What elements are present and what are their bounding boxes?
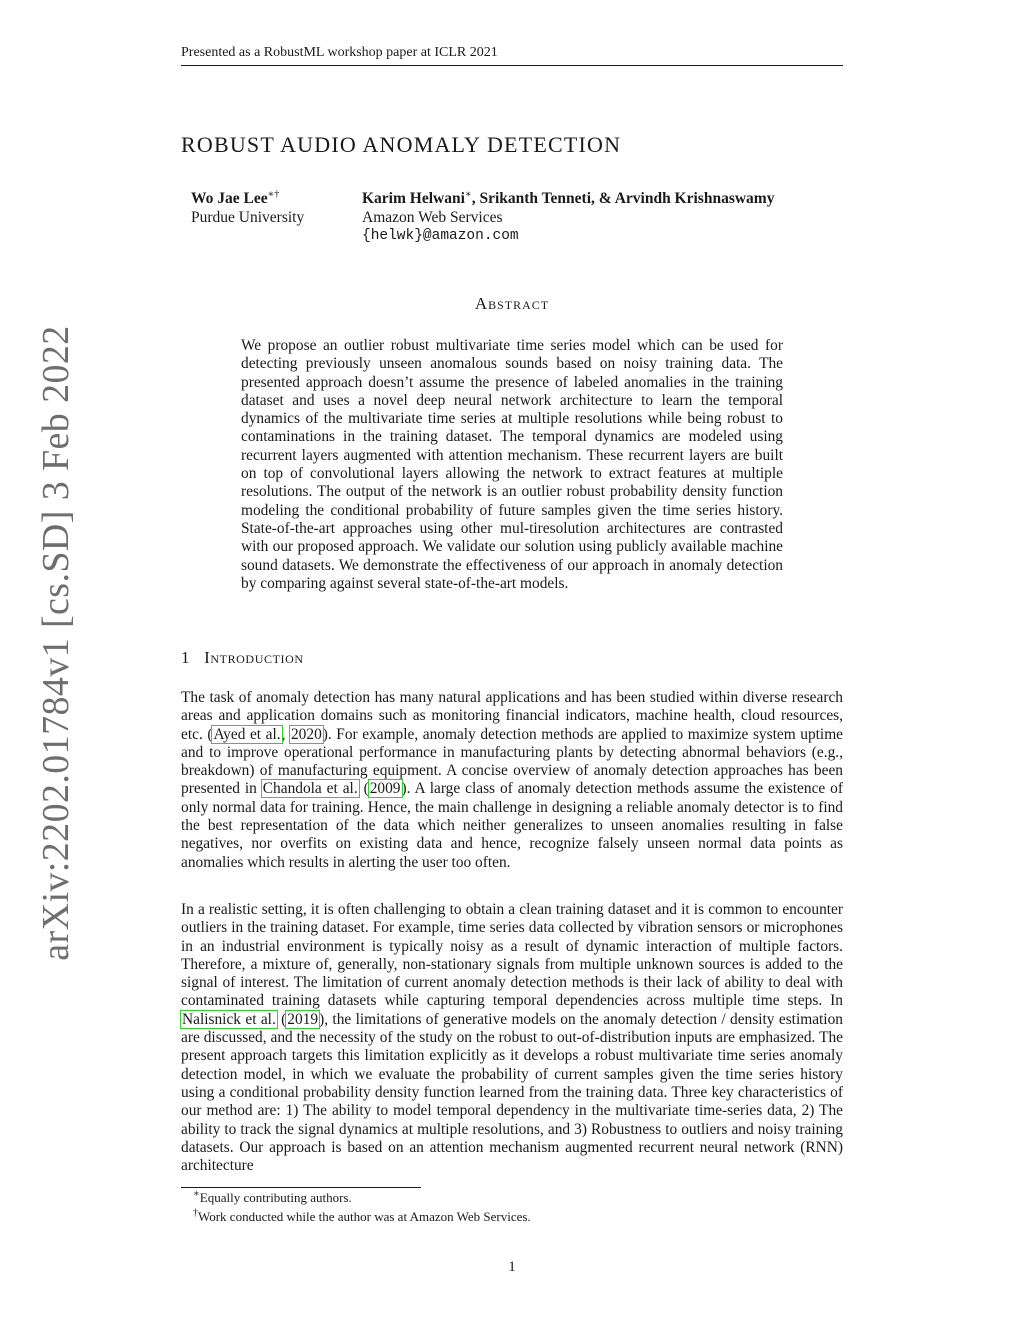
abstract-heading: Abstract: [474, 294, 550, 313]
footnote-mark: ∗: [193, 1188, 200, 1200]
footnote-text: Equally contributing authors.: [199, 1190, 352, 1205]
author-affiliation: Purdue University: [191, 209, 305, 226]
citation-separator: (: [358, 780, 369, 798]
abstract-text: We propose an outlier robust multivariate time series model which can be used for detecting previously unseen anomalous sounds based on noisy training data. The presented approach doesn’t assume the presence of labeled anomalies in the training dataset and uses a novel deep neural network architecture to learn the temporal dynamics of the multivariate time series at multiple resolutions while being robust to contaminations in the training dataset. The temporal dynamics are modeled using recurrent layers augmented with attention mechanism. These recurrent layers are built on top of convolutional layers allowing the network to extract features at multiple resolutions. The output of the network is an outlier robust probability density function modeling the conditional probability of future samples given the time series history. State-of-the-art approaches using other mul-tiresolution architectures are contrasted with our proposed approach. We validate our solution using publicly available machine sound datasets. We demonstrate the effectiveness of our approach in anomaly detection by comparing against several state-of-the-art models.: [241, 337, 783, 592]
author-name: Wo Jae Lee: [191, 190, 268, 207]
citation-link[interactable]: Ayed et al.: [213, 725, 281, 743]
paper-title: ROBUST AUDIO ANOMALY DETECTION: [181, 132, 622, 157]
citation-year-link[interactable]: 2009: [369, 780, 401, 798]
footnote-1: [193, 1190, 352, 1206]
citation-year-link[interactable]: 2020: [290, 725, 322, 743]
intro-paragraph-1: [181, 689, 843, 872]
section-heading: [181, 648, 304, 668]
author-name: Karim Helwani: [362, 190, 465, 207]
intro-paragraph-2: [181, 901, 843, 1175]
citation-separator: (: [276, 1010, 287, 1028]
footnote-mark: †: [193, 1207, 198, 1219]
citation-separator: ,: [281, 725, 290, 743]
section-number: 1: [181, 648, 191, 667]
author-marks: ∗†: [267, 188, 280, 200]
citation-link[interactable]: Nalisnick et al.: [182, 1010, 276, 1028]
paragraph-text: In a realistic setting, it is often challenging to obtain a clean training dataset and it is common to encounter outliers in the training dataset. For example, time series data collected by vibration sensors or microphones in an industrial environment is typically noisy as a result of dynamic interaction of multiple factors. Therefore, a mixture of, generally, non-stationary signals from multiple unknown sources is added to the signal of interest. The limitation of current anomaly detection methods is their lack of ability to deal with contaminated training datasets while capturing temporal dependencies across multiple time steps. In: [181, 901, 843, 1010]
paragraph-text: ), the limitations of generative models on the anomaly detection / density estimation are discussed, and the necessity of the study on the robust to out-of-distribution inputs are emphasized. The present approach targets this limitation explicitly as it develops a robust multivariate time series anomaly detection model, in which we evaluate the probability of current samples given the time series history using a conditional probability density function learned from the training data. Three key characteristics of our method are: 1) The ability to model temporal dependency in the multivariate time-series data, 2) The ability to track the signal dynamics at multiple resolutions, and 3) Robustness to outliers and noisy training datasets. Our approach is based on an attention mechanism augmented recurrent neural network (RNN) architecture: [181, 1010, 843, 1175]
paragraph-text: ). A large class of anomaly detection methods assume the existence of only normal data for training. Hence, the main challenge in designing a reliable anomaly detector is to find the best representation of the data which neither generalizes to unseen anomalies resulting in false negatives, nor overfits on existing data and hence, recognize falsely unseen normal data points as anomalies which results in alerting the user too often.: [181, 780, 843, 871]
header-rule: [181, 65, 843, 66]
section-title: Introduction: [204, 648, 304, 667]
author-block-right: [362, 189, 774, 246]
footnote-2: [193, 1209, 531, 1225]
author-names-rest: , Srikanth Tenneti, & Arvindh Krishnaswamy: [471, 190, 775, 207]
footnote-rule: [181, 1187, 421, 1188]
footnote-text: Work conducted while the author was at Amazon Web Services.: [198, 1209, 531, 1224]
paragraph-text: ). For example, anomaly detection methods are applied to maximize system uptime and to improve operational performance in manufacturing plants by detecting abnormal behaviors (e.g., breakdown) of manufacturing equipment. A concise overview of anomaly detection approaches has been presented in: [181, 725, 843, 798]
citation-year-link[interactable]: 2019: [287, 1010, 319, 1028]
author-affiliation: Amazon Web Services: [362, 209, 503, 226]
running-header: Presented as a RobustML workshop paper at ICLR 2021: [181, 45, 498, 60]
arxiv-identifier-stamp: arXiv:2202.01784v1 [cs.SD] 3 Feb 2022: [35, 325, 77, 961]
page-number: 1: [508, 1259, 516, 1275]
author-mark: ∗: [464, 188, 472, 200]
citation-link[interactable]: Chandola et al.: [262, 780, 358, 798]
paragraph-text: The task of anomaly detection has many natural applications and has been studied within diverse research areas and application domains such as monitoring financial indicators, machine health, cloud resources, etc. (: [181, 689, 843, 743]
author-block-left: [191, 189, 304, 227]
author-email[interactable]: {helwk}@amazon.com: [362, 228, 519, 244]
